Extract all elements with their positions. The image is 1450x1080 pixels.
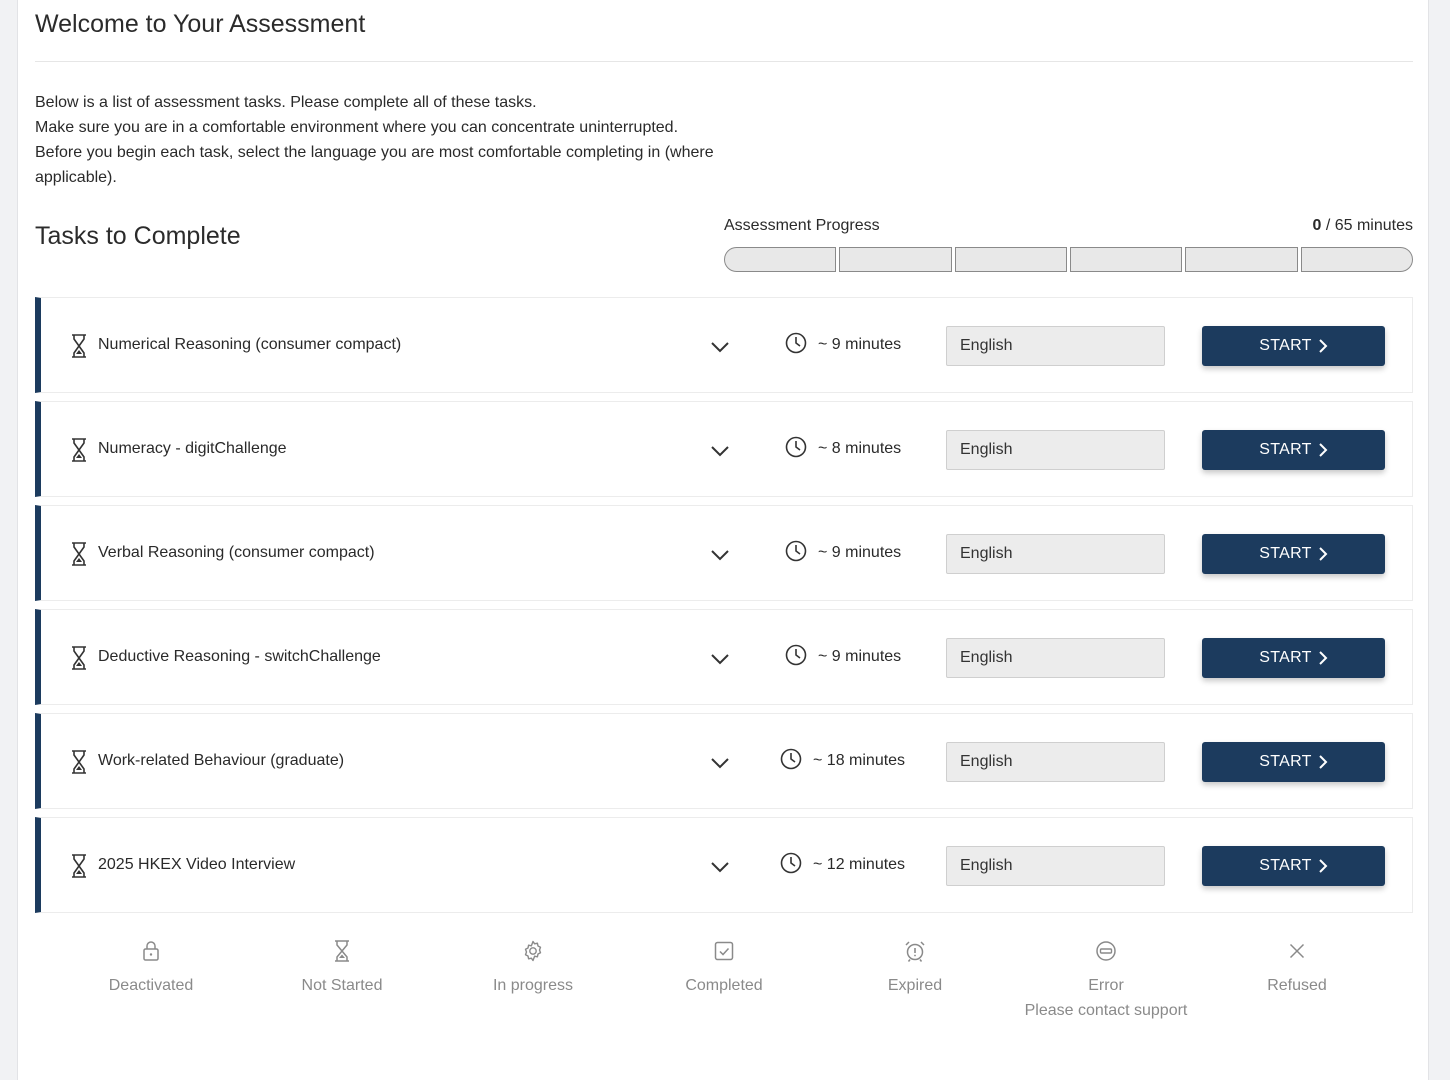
chevron-right-icon [1318,651,1328,665]
status-legend [35,935,1413,1075]
progress-segment [724,247,836,272]
clock-icon [785,332,807,354]
task-row [35,297,1413,393]
hourglass-icon [70,334,88,358]
legend-label: Error [1088,977,1124,994]
language-select[interactable]: English [946,846,1165,886]
task-duration: ~ 9 minutes [818,648,902,665]
intro-line-1: Below is a list of assessment tasks. Please complete all of these tasks. [35,94,537,111]
start-button[interactable] [1202,430,1385,470]
language-select[interactable]: English [946,534,1165,574]
progress-segment [1301,247,1413,272]
intro-line-3: Before you begin each task, select the language you are most comfortable completing in (where applicable). [35,144,714,186]
start-button-label: START [1259,441,1312,458]
chevron-down-icon[interactable] [709,858,731,876]
task-name: Numeracy - digitChallenge [98,440,287,457]
clock-icon [780,748,802,770]
chevron-down-icon[interactable] [709,650,731,668]
chevron-right-icon [1318,755,1328,769]
language-select[interactable]: English [946,430,1165,470]
hourglass-icon [70,542,88,566]
legend-expired [830,935,1000,998]
chevron-right-icon [1318,859,1328,873]
legend-label: Refused [1267,977,1327,994]
start-button[interactable] [1202,638,1385,678]
start-button[interactable] [1202,326,1385,366]
gear-icon [521,939,545,963]
task-duration: ~ 9 minutes [818,544,902,561]
task-row [35,817,1413,913]
task-name: Numerical Reasoning (consumer compact) [98,336,402,353]
chevron-down-icon[interactable] [709,442,731,460]
intro-text [35,90,715,190]
start-button-label: START [1259,337,1312,354]
progress-done: 0 [1312,217,1322,234]
task-name: 2025 HKEX Video Interview [98,856,296,873]
task-duration: ~ 9 minutes [818,336,902,353]
task-duration: ~ 12 minutes [813,856,906,873]
start-button-label: START [1259,649,1312,666]
legend-deactivated [66,935,236,998]
progress-segment [839,247,951,272]
chevron-right-icon [1318,547,1328,561]
chevron-down-icon[interactable] [709,754,731,772]
hourglass-icon [70,646,88,670]
chevron-down-icon[interactable] [709,338,731,356]
task-name: Work-related Behaviour (graduate) [98,752,345,769]
hourglass-icon [70,750,88,774]
alarm-clock-icon [903,939,927,963]
task-duration: ~ 8 minutes [818,440,902,457]
intro-line-2: Make sure you are in a comfortable environment where you can concentrate uninterrupted. [35,119,679,136]
start-button[interactable] [1202,534,1385,574]
task-list [35,297,1413,921]
legend-refused [1212,935,1382,998]
start-button[interactable] [1202,846,1385,886]
start-button-label: START [1259,753,1312,770]
legend-label: Deactivated [108,977,194,994]
clock-icon [785,644,807,666]
clock-icon [785,540,807,562]
page [17,0,1429,1080]
language-select[interactable]: English [946,742,1165,782]
task-name: Verbal Reasoning (consumer compact) [98,544,375,561]
progress-segment [1070,247,1182,272]
title-divider [35,61,1413,62]
hourglass-icon [330,939,354,963]
no-entry-icon [1094,939,1118,963]
task-row [35,505,1413,601]
legend-not-started [257,935,427,998]
legend-error [1021,935,1191,1023]
tasks-heading: Tasks to Complete [35,222,241,250]
start-button-label: START [1259,857,1312,874]
task-row [35,401,1413,497]
legend-label: Completed [685,977,763,994]
progress-segment [955,247,1067,272]
legend-sublabel: Please contact support [1024,1002,1188,1019]
legend-in-progress [448,935,618,998]
clock-icon [785,436,807,458]
page-title: Welcome to Your Assessment [35,10,366,38]
close-icon [1285,939,1309,963]
legend-label: In progress [492,977,574,994]
legend-label: Not Started [301,977,383,994]
chevron-right-icon [1318,339,1328,353]
task-row [35,609,1413,705]
task-name: Deductive Reasoning - switchChallenge [98,648,381,665]
language-select[interactable]: English [946,326,1165,366]
task-duration: ~ 18 minutes [813,752,906,769]
legend-completed [639,935,809,998]
checkbox-checked-icon [712,939,736,963]
chevron-right-icon [1318,443,1328,457]
clock-icon [780,852,802,874]
progress-value [1312,217,1413,235]
chevron-down-icon[interactable] [709,546,731,564]
progress-bar [724,247,1413,272]
hourglass-icon [70,438,88,462]
language-select[interactable]: English [946,638,1165,678]
hourglass-icon [70,854,88,878]
legend-label: Expired [887,977,943,994]
progress-label: Assessment Progress [724,217,880,234]
task-row [35,713,1413,809]
lock-icon [139,939,163,963]
start-button-label: START [1259,545,1312,562]
start-button[interactable] [1202,742,1385,782]
progress-segment [1185,247,1297,272]
progress-total: / 65 minutes [1325,217,1413,234]
